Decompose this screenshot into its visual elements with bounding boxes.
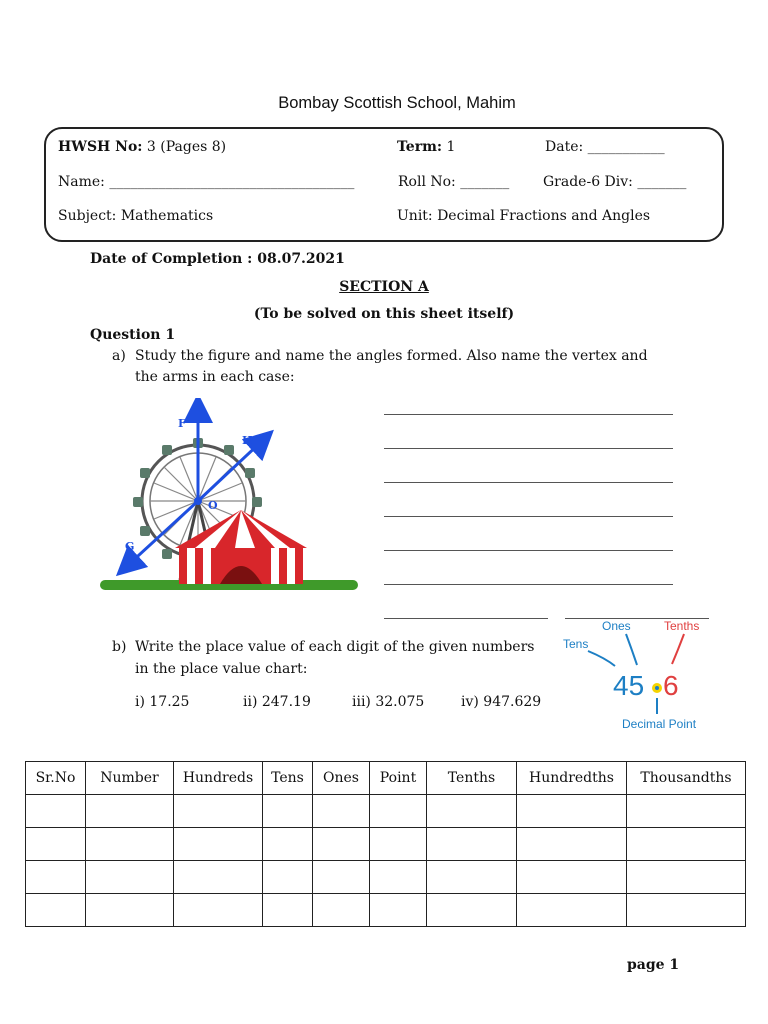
table-cell[interactable] [313, 795, 370, 828]
name-field [58, 174, 354, 190]
table-cell[interactable] [26, 828, 86, 861]
tens-caption: Tens [563, 637, 589, 651]
term-value: 1 [446, 139, 456, 155]
ferris-wheel-figure [95, 398, 365, 598]
label-g: G [125, 540, 135, 553]
column-header: Sr.No [26, 762, 86, 795]
table-cell[interactable] [26, 894, 86, 927]
table-cell[interactable] [263, 861, 313, 894]
answer-line[interactable] [384, 516, 673, 517]
answer-line[interactable] [384, 550, 673, 551]
answer-line[interactable] [384, 618, 548, 619]
date-field [545, 139, 665, 155]
completion-date: Date of Completion : 08.07.2021 [90, 251, 345, 267]
roll-field [398, 174, 509, 190]
table-cell[interactable] [263, 894, 313, 927]
answer-line[interactable] [384, 482, 673, 483]
table-cell[interactable] [313, 861, 370, 894]
table-cell[interactable] [263, 828, 313, 861]
tens-arrow [588, 651, 615, 666]
question-b-marker: b) [112, 639, 127, 655]
question-a-line1: Study the figure and name the angles formed. Also name the vertex and [135, 348, 648, 364]
table-cell[interactable] [86, 894, 174, 927]
name-label: Name: [58, 174, 105, 190]
table-cell[interactable] [627, 795, 746, 828]
question-a-marker: a) [112, 348, 126, 364]
label-h: H [242, 434, 253, 447]
column-header: Number [86, 762, 174, 795]
table-cell[interactable] [627, 828, 746, 861]
unit-text: Unit: Decimal Fractions and Angles [397, 208, 651, 224]
vertex-point [194, 497, 202, 505]
place-value-table [25, 761, 746, 927]
table-cell[interactable] [517, 795, 627, 828]
column-header: Thousandths [627, 762, 746, 795]
table-cell[interactable] [86, 795, 174, 828]
term-label: Term: [397, 139, 443, 155]
roll-label: Roll No: [398, 174, 456, 190]
page-number: page 1 [627, 957, 680, 973]
question-b-line1: Write the place value of each digit of the given numbers [135, 639, 535, 655]
date-label: Date: [545, 139, 584, 155]
table-cell[interactable] [86, 861, 174, 894]
table-row [26, 894, 746, 927]
table-row [26, 861, 746, 894]
answer-line[interactable] [384, 584, 673, 585]
number-integer: 45 [613, 670, 645, 701]
table-cell[interactable] [627, 894, 746, 927]
table-cell[interactable] [263, 795, 313, 828]
tenths-arrow [672, 634, 684, 664]
column-header: Hundredths [517, 762, 627, 795]
table-cell[interactable] [427, 828, 517, 861]
label-f: F [178, 417, 186, 430]
number-item: iii) 32.075 [352, 694, 425, 710]
column-header: Ones [313, 762, 370, 795]
question-1-title: Question 1 [90, 327, 176, 343]
answer-line[interactable] [384, 448, 673, 449]
table-cell[interactable] [26, 795, 86, 828]
table-cell[interactable] [427, 861, 517, 894]
table-cell[interactable] [26, 861, 86, 894]
table-header-row [26, 762, 746, 795]
answer-line[interactable] [384, 414, 673, 415]
number-item: ii) 247.19 [243, 694, 311, 710]
section-note: (To be solved on this sheet itself) [253, 306, 515, 322]
date-blank[interactable]: ___________ [587, 139, 665, 155]
ones-caption: Ones [602, 619, 631, 633]
label-o: O [208, 499, 218, 512]
number-fraction: 6 [663, 670, 679, 701]
column-header: Hundreds [174, 762, 263, 795]
decimal-dot [655, 686, 659, 690]
table-cell[interactable] [370, 828, 427, 861]
subject-text: Subject: Mathematics [58, 208, 214, 224]
column-header: Tenths [427, 762, 517, 795]
hwsh-value: 3 (Pages 8) [146, 139, 227, 155]
question-a-line2: the arms in each case: [135, 369, 295, 385]
table-cell[interactable] [427, 894, 517, 927]
table-row [26, 828, 746, 861]
ones-arrow [626, 634, 637, 665]
place-value-diagram [560, 618, 710, 734]
table-cell[interactable] [86, 828, 174, 861]
roll-blank[interactable]: _______ [460, 174, 510, 190]
table-cell[interactable] [517, 828, 627, 861]
school-name: Bombay Scottish School, Mahim [278, 94, 516, 112]
number-item: i) 17.25 [135, 694, 190, 710]
table-cell[interactable] [517, 894, 627, 927]
table-cell[interactable] [313, 894, 370, 927]
grade-field [543, 174, 686, 190]
section-title: SECTION A [339, 279, 429, 295]
table-cell[interactable] [174, 861, 263, 894]
hwsh-field [58, 139, 226, 155]
table-cell[interactable] [370, 894, 427, 927]
table-cell[interactable] [427, 795, 517, 828]
tenths-caption: Tenths [664, 619, 700, 633]
column-header: Tens [263, 762, 313, 795]
table-cell[interactable] [627, 861, 746, 894]
question-b-line2: in the place value chart: [135, 661, 308, 677]
hwsh-label: HWSH No: [58, 139, 143, 155]
number-item: iv) 947.629 [461, 694, 542, 710]
term-field [397, 139, 455, 155]
grade-label: Grade-6 Div: [543, 174, 633, 190]
grade-blank[interactable]: _______ [637, 174, 687, 190]
table-cell[interactable] [370, 861, 427, 894]
table-cell[interactable] [174, 894, 263, 927]
table-cell[interactable] [174, 795, 263, 828]
table-row [26, 795, 746, 828]
table-cell[interactable] [313, 828, 370, 861]
decimal-point-caption: Decimal Point [622, 717, 697, 731]
table-cell[interactable] [517, 861, 627, 894]
table-cell[interactable] [370, 795, 427, 828]
table-cell[interactable] [174, 828, 263, 861]
column-header: Point [370, 762, 427, 795]
name-blank[interactable]: ___________________________________ [109, 174, 355, 190]
